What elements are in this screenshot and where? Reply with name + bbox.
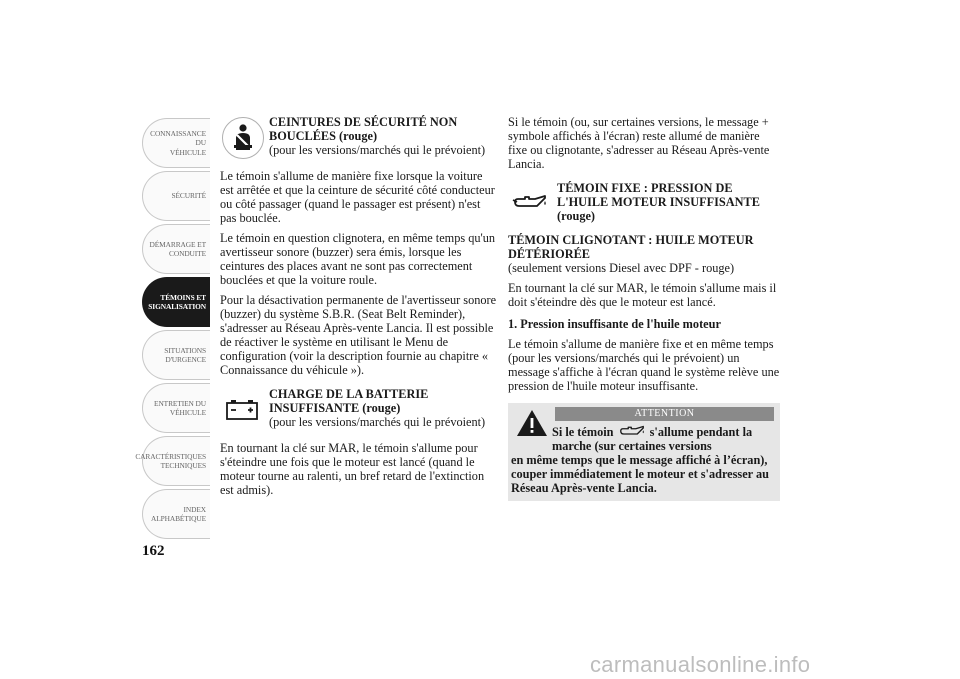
oil-can-icon bbox=[510, 183, 550, 223]
seatbelt-paragraph-2: Le témoin en question clignotera, en même temps qu'un avertisseur sonore (buzzer) sera émis, lorsque les ceintures des places avant ne sont pas correctement bouclées et que la voiture roule. bbox=[220, 231, 496, 287]
blinking-title: TÉMOIN CLIGNOTANT : HUILE MOTEUR DÉTÉRIORÉE bbox=[508, 233, 754, 261]
seatbelt-heading bbox=[220, 115, 498, 159]
tab-connaissance-vehicule[interactable]: CONNAISSANCE DU VÉHICULE bbox=[142, 118, 210, 168]
oil-can-inline-icon bbox=[617, 425, 647, 437]
tab-securite[interactable]: SÉCURITÉ bbox=[142, 171, 210, 221]
warning-text-start: Si le témoin bbox=[552, 425, 614, 439]
tab-temoins-signalisation[interactable]: TÉMOINS ET SIGNALISATION bbox=[142, 277, 210, 327]
oil-pressure-heading bbox=[508, 181, 780, 225]
tab-caracteristiques-techniques[interactable]: CARACTÉRISTIQUES TECHNIQUES bbox=[142, 436, 210, 486]
tab-index-alphabetique[interactable]: INDEX ALPHABÉTIQUE bbox=[142, 489, 210, 539]
tab-situations-urgence[interactable]: SITUATIONS D'URGENCE bbox=[142, 330, 210, 380]
section-title: 1. Pression insuffisante de l'huile moteur bbox=[508, 317, 721, 331]
seatbelt-paragraph-3: Pour la désactivation permanente de l'avertisseur sonore (buzzer) du système S.B.R. (Seat Belt Reminder), s'adresser au Réseau Après-vente Lancia. Il est possible de réactiver le système en utilisant le Menu de configuration (voir la description fournie au chapitre « Connaissance du véhicule »). bbox=[220, 293, 497, 377]
watermark: carmanualsonline.info bbox=[590, 652, 811, 677]
page-number: 162 bbox=[142, 543, 165, 559]
warning-triangle-icon bbox=[516, 409, 548, 437]
warning-header: ATTENTION bbox=[555, 407, 774, 421]
battery-icon bbox=[222, 389, 262, 429]
tab-demarrage-conduite[interactable]: DÉMARRAGE ET CONDUITE bbox=[142, 224, 210, 274]
seatbelt-paragraph-1: Le témoin s'allume de manière fixe lorsque la voiture est arrêtée et que la ceinture de sécurité côté conducteur ou côté passager (quand le passager est présent) n'est pas bouclée. bbox=[220, 169, 495, 225]
right-intro: Si le témoin (ou, sur certaines versions, le message + symbole affichés à l'écran) reste allumé de manière fixe ou clignotante, s'adresser au Réseau Après-vente Lancia. bbox=[508, 115, 770, 171]
warning-text-rest: en même temps que le message affiché à l’écran), couper immédiatement le moteur et s'adresser au Réseau Après-vente Lancia. bbox=[511, 453, 769, 495]
battery-heading bbox=[220, 387, 498, 431]
left-column bbox=[220, 115, 498, 497]
warning-box bbox=[508, 403, 780, 501]
tab-entretien-vehicule[interactable]: ENTRETIEN DU VÉHICULE bbox=[142, 383, 210, 433]
blinking-subtitle: (seulement versions Diesel avec DPF - rouge) bbox=[508, 261, 735, 275]
seatbelt-title: CEINTURES DE SÉCURITÉ NON BOUCLÉES (rouge) bbox=[269, 115, 458, 143]
seatbelt-subtitle: (pour les versions/marchés qui le prévoient) bbox=[269, 143, 486, 157]
section-paragraph: Le témoin s'allume de manière fixe et en même temps (pour les versions/marchés qui le prévoient) un message s'affiche à l'écran quand le système relève une pression de l'huile moteur insuffisante. bbox=[508, 337, 780, 393]
warning-text bbox=[511, 425, 774, 495]
battery-paragraph: En tournant la clé sur MAR, le témoin s'allume pour s'éteindre une fois que le moteur est lancé (quand le moteur tourne au ralenti, un bref retard de l'extinction est admis). bbox=[220, 441, 485, 497]
seatbelt-icon bbox=[222, 117, 264, 159]
oil-pressure-title: TÉMOIN FIXE : PRESSION DE L'HUILE MOTEUR INSUFFISANTE (rouge) bbox=[557, 181, 760, 223]
right-column bbox=[508, 115, 780, 501]
battery-title: CHARGE DE LA BATTERIE INSUFFISANTE (rouge) bbox=[269, 387, 429, 415]
blinking-paragraph: En tournant la clé sur MAR, le témoin s'allume mais il doit s'éteindre dès que le moteur est lancé. bbox=[508, 281, 777, 309]
warning-text-after-icon: s'allume pendant la marche (sur certaines versions bbox=[552, 425, 753, 453]
battery-subtitle: (pour les versions/marchés qui le prévoient) bbox=[269, 415, 486, 429]
